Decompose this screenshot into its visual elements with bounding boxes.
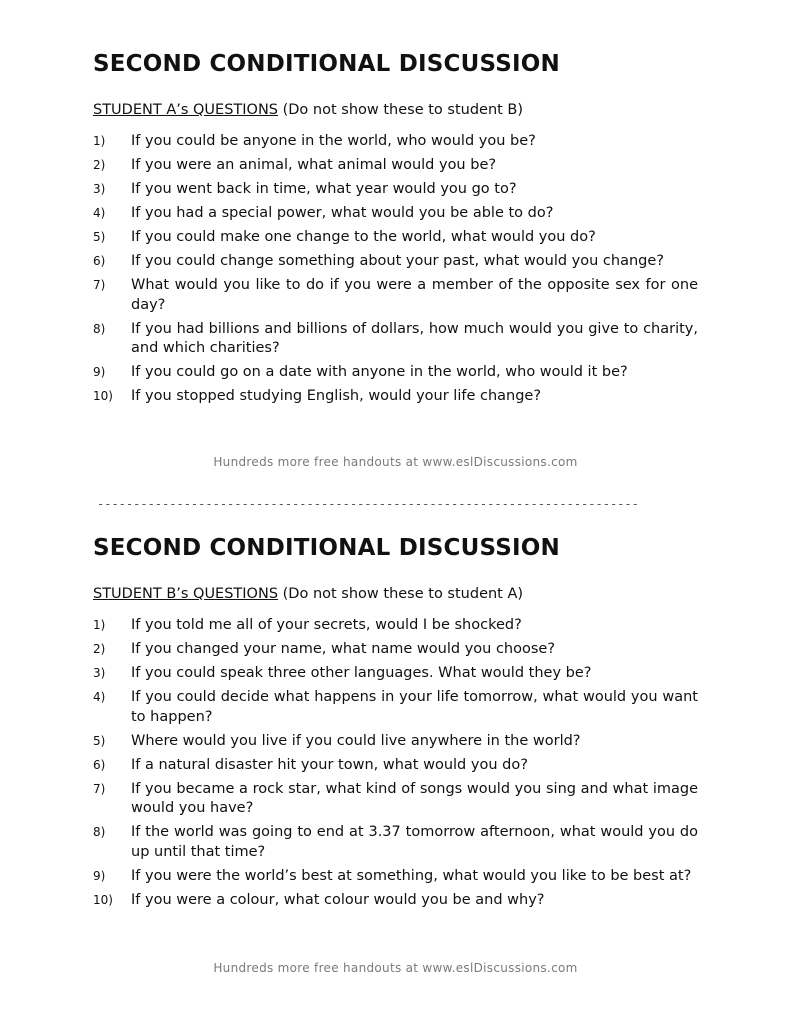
question-text: If you were a colour, what colour would you be and why?	[131, 891, 545, 908]
question-text: If you became a rock star, what kind of songs would you sing and what image would you have?	[131, 780, 698, 816]
page-title: SECOND CONDITIONAL DISCUSSION	[93, 535, 560, 561]
question-number: 4)	[93, 690, 106, 704]
question-number: 1)	[93, 134, 106, 148]
question-text: If you could decide what happens in your life tomorrow, what would you want to happen?	[131, 689, 698, 725]
question-text: If you went back in time, what year would you go to?	[131, 181, 517, 197]
question-item	[93, 204, 698, 224]
student-b-question-list	[93, 616, 698, 910]
question-number: 8)	[93, 825, 106, 839]
question-item	[93, 320, 698, 359]
question-number: 5)	[93, 733, 106, 748]
question-item	[93, 867, 698, 887]
question-text: If you changed your name, what name would you choose?	[131, 641, 556, 657]
question-item	[93, 180, 698, 200]
question-number: 2)	[93, 642, 106, 656]
footer-link-text: Hundreds more free handouts at www.eslDiscussions.com	[213, 455, 578, 469]
question-number: 2)	[93, 158, 106, 172]
question-item	[93, 228, 698, 248]
question-text: Where would you live if you could live anywhere in the world?	[131, 732, 581, 749]
student-b-note: (Do not show these to student A)	[282, 586, 524, 602]
question-text: If the world was going to end at 3.37 tomorrow afternoon, what would you do up until that time?	[131, 824, 698, 860]
question-item	[93, 664, 698, 684]
student-a-section	[93, 50, 698, 411]
question-text: What would you like to do if you were a member of the opposite sex for one day?	[131, 277, 698, 313]
question-item	[93, 780, 698, 819]
question-item	[93, 640, 698, 660]
question-item	[93, 276, 698, 315]
page-title: SECOND CONDITIONAL DISCUSSION	[93, 51, 560, 77]
question-item	[93, 363, 698, 383]
question-number: 7)	[93, 781, 106, 796]
question-item	[93, 132, 698, 152]
cut-divider: ---------------------------------------------------------------------------	[97, 497, 639, 511]
question-number: 5)	[93, 230, 106, 244]
student-a-note: (Do not show these to student B)	[282, 102, 524, 118]
question-item	[93, 252, 698, 272]
question-item	[93, 756, 698, 776]
question-text: If you could speak three other languages. What would they be?	[131, 665, 592, 681]
question-number: 6)	[93, 254, 106, 268]
student-b-subheading	[93, 585, 698, 603]
student-b-label: STUDENT B’s QUESTIONS	[93, 586, 279, 602]
question-number: 3)	[93, 666, 106, 680]
question-item	[93, 891, 698, 911]
question-number: 9)	[93, 868, 106, 883]
student-a-subheading	[93, 101, 698, 119]
question-text: If you could go on a date with anyone in the world, who would it be?	[131, 364, 628, 380]
footer-link-text: Hundreds more free handouts at www.eslDiscussions.com	[213, 961, 578, 975]
question-item	[93, 156, 698, 176]
question-text: If you had billions and billions of dollars, how much would you give to charity, and which charities?	[131, 320, 698, 356]
question-text: If you were the world’s best at something, what would you like to be best at?	[131, 867, 692, 884]
question-item	[93, 688, 698, 727]
question-number: 6)	[93, 757, 106, 772]
question-text: If you were an animal, what animal would you be?	[131, 157, 497, 173]
question-number: 10)	[93, 389, 113, 403]
question-text: If you told me all of your secrets, would I be shocked?	[131, 617, 522, 633]
question-item	[93, 732, 698, 752]
question-number: 9)	[93, 365, 106, 379]
question-item	[93, 387, 698, 407]
question-item	[93, 616, 698, 636]
question-text: If you could make one change to the world, what would you do?	[131, 229, 596, 245]
question-text: If you had a special power, what would you be able to do?	[131, 205, 554, 221]
question-item	[93, 823, 698, 862]
student-a-question-list	[93, 132, 698, 407]
question-text: If you could be anyone in the world, who would you be?	[131, 133, 536, 149]
question-number: 7)	[93, 278, 106, 292]
question-number: 8)	[93, 321, 106, 336]
question-number: 4)	[93, 206, 106, 220]
question-text: If you could change something about your past, what would you change?	[131, 253, 664, 269]
student-b-section	[93, 534, 698, 915]
question-number: 3)	[93, 182, 106, 196]
question-text: If a natural disaster hit your town, what would you do?	[131, 756, 528, 773]
student-a-label: STUDENT A’s QUESTIONS	[93, 102, 278, 118]
question-text: If you stopped studying English, would your life change?	[131, 388, 542, 404]
question-number: 1)	[93, 618, 106, 632]
question-number: 10)	[93, 892, 113, 907]
